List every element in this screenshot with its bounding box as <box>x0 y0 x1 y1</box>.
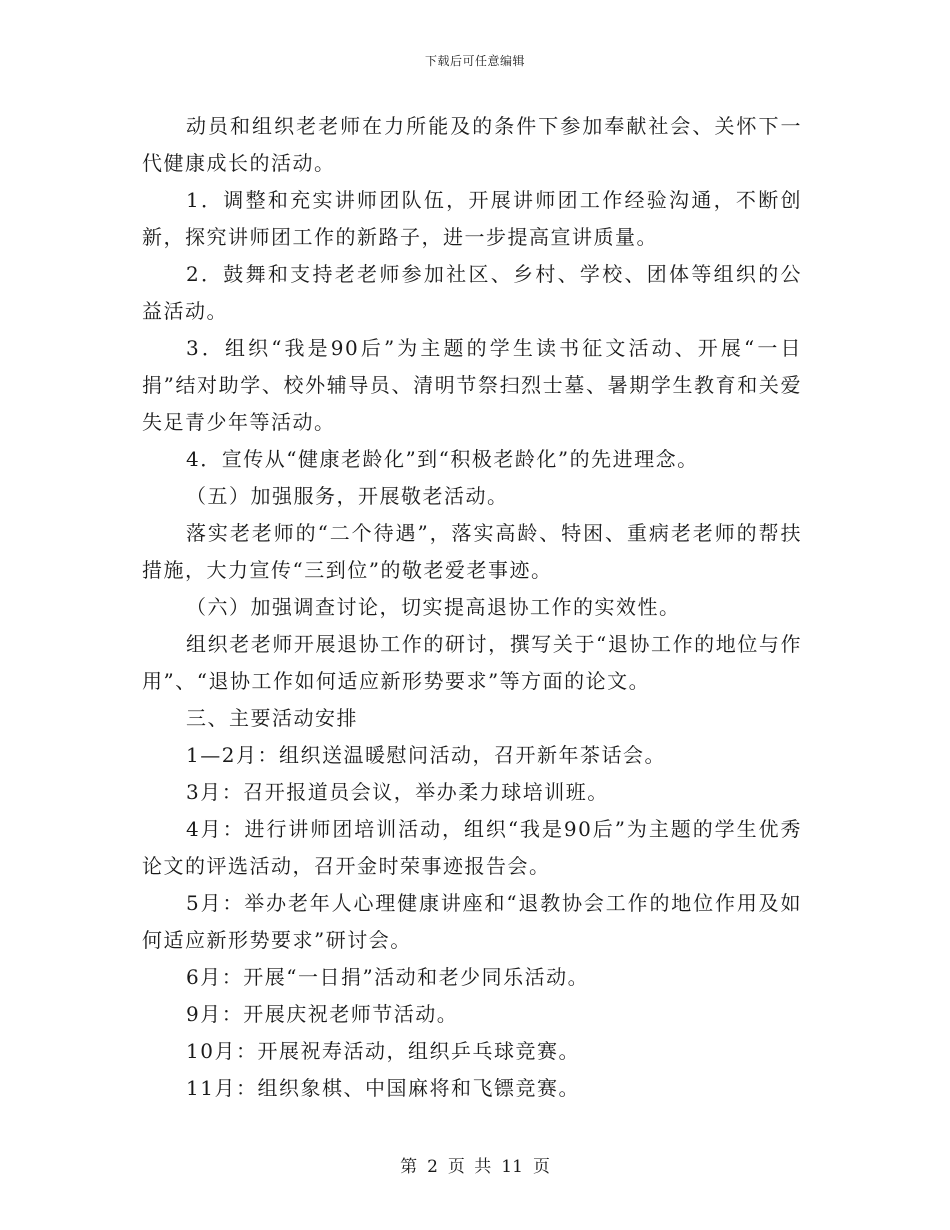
footer-page-number: 2 <box>427 1157 438 1177</box>
paragraph: 动员和组织老老师在力所能及的条件下参加奉献社会、关怀下一代健康成长的活动。 <box>142 114 802 175</box>
paragraph: 2．鼓舞和支持老老师参加社区、乡村、学校、团体等组织的公益活动。 <box>142 262 802 323</box>
footer-total-pages: 11 <box>501 1157 523 1177</box>
schedule-item: 11月：组织象棋、中国麻将和飞镖竞赛。 <box>186 1076 580 1100</box>
paragraph: 3．组织“我是90后”为主题的学生读书征文活动、开展“一日捐”结对助学、校外辅导员、清明节祭扫烈士墓、暑期学生教育和关爱失足青少年等活动。 <box>142 336 802 434</box>
page-footer <box>0 1152 950 1177</box>
schedule-item: 1—2月：组织送温暖慰问活动，召开新年茶话会。 <box>186 743 666 767</box>
document-body <box>142 108 802 1107</box>
page-header-note: 下载后可任意编辑 <box>424 54 525 68</box>
section-heading: （五）加强服务，开展敬老活动。 <box>186 484 509 508</box>
schedule-item: 10月：开展祝寿活动，组织乒乓球竞赛。 <box>186 1039 580 1063</box>
footer-mid: 页 共 <box>447 1157 492 1177</box>
footer-suffix: 页 <box>532 1157 550 1177</box>
section-heading: （六）加强调查讨论，切实提高退协工作的实效性。 <box>186 595 681 619</box>
footer-prefix: 第 <box>400 1157 418 1177</box>
schedule-item: 3月：召开报道员会议，举办柔力球培训班。 <box>186 780 609 804</box>
paragraph: 1．调整和充实讲师团队伍，开展讲师团工作经验沟通，不断创新，探究讲师团工作的新路子，进一步提高宣讲质量。 <box>142 188 802 249</box>
paragraph: 组织老老师开展退协工作的研讨，撰写关于“退协工作的地位与作用”、“退协工作如何适应新形势要求”等方面的论文。 <box>142 632 802 693</box>
paragraph: 落实老老师的“二个待遇”，落实高龄、特困、重病老老师的帮扶措施，大力宣传“三到位”的敬老爱老事迹。 <box>142 521 802 582</box>
schedule-item: 6月：开展“一日捐”活动和老少同乐活动。 <box>186 965 590 989</box>
schedule-item: 9月：开展庆祝老师节活动。 <box>186 1002 459 1026</box>
paragraph: 4．宣传从“健康老龄化”到“积极老龄化”的先进理念。 <box>186 447 699 471</box>
section-heading: 三、主要活动安排 <box>186 706 358 730</box>
schedule-item: 5月：举办老年人心理健康讲座和“退教协会工作的地位作用及如何适应新形势要求”研讨会。 <box>142 891 802 952</box>
schedule-item: 4月：进行讲师团培训活动，组织“我是90后”为主题的学生优秀论文的评选活动，召开金时荣事迹报告会。 <box>142 817 802 878</box>
